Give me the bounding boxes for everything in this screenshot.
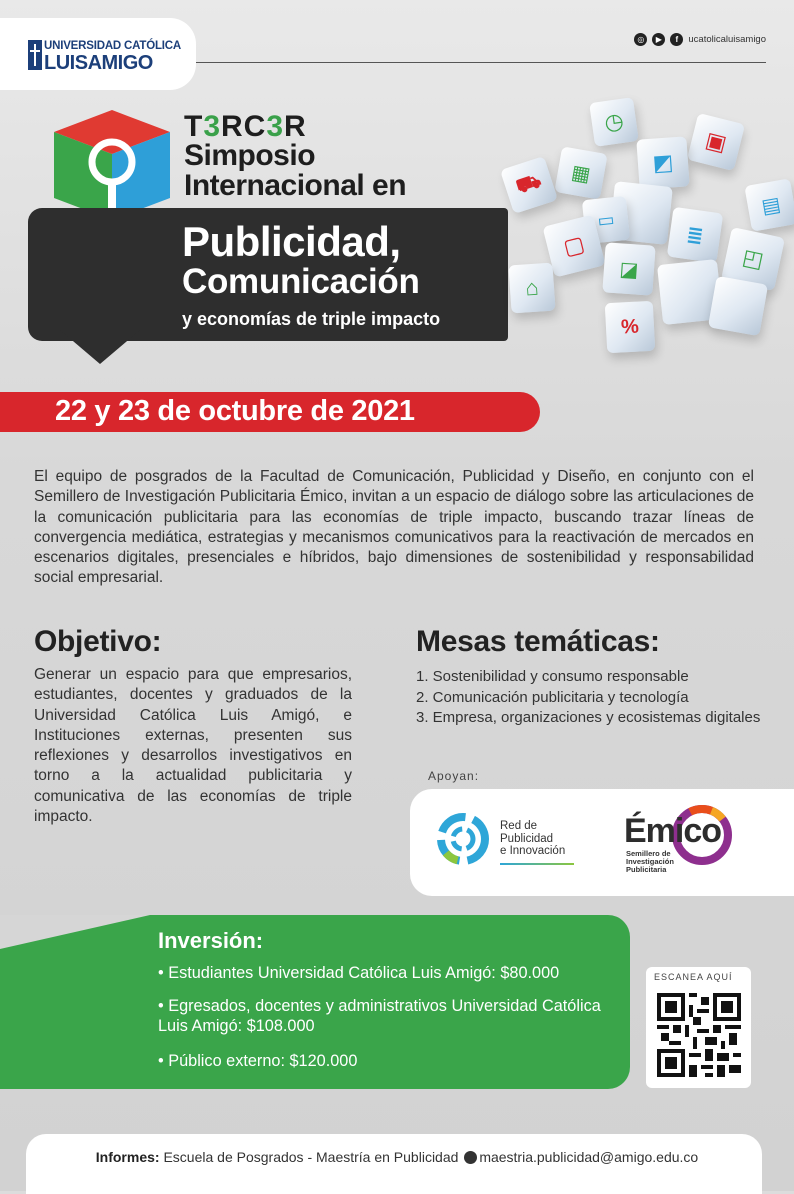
cube-cart-icon: ⛟ [500,156,558,214]
mesas-heading: Mesas temáticas: [416,625,660,658]
cube-briefcase-icon: ▤ [744,178,794,231]
red-publicidad-name[interactable]: Red de Publicidad e Innovación [500,820,566,857]
cube-chart-icon: ▦ [554,146,607,199]
objetivo-text: Generar un espacio para que empresarios, estudiantes, docentes y graduados de la Universidad Católica Luis Amigó, e Instituciones externas, presenten sus reflexiones y desarrollos investigativos en torno a la actualidad publicitaria y comunicativa de las economías de triple impacto. [34,666,352,826]
cube-blank-3 [708,276,768,336]
red-underline [500,863,574,865]
qr-code-icon[interactable] [657,993,741,1077]
university-name-top: UNIVERSIDAD CATÓLICA [44,40,181,52]
cube-growth-icon: ◪ [602,242,655,295]
cube-wallet-icon: ◰ [721,227,785,291]
university-name-luis: LUIS [44,52,88,74]
university-name-bottom[interactable] [44,52,153,75]
cube-laptop-icon: ◩ [636,136,689,189]
cube-calendar-icon: ▣ [687,113,745,171]
footer-info [0,1149,794,1165]
list-item: 1. Sostenibilidad y consumo responsable [416,668,689,685]
footer-email[interactable]: maestria.publicidad@amigo.edu.co [479,1149,699,1165]
university-crest-icon [28,40,42,70]
emico-subtitle: Semillero de Investigación Publicitaria [626,849,674,874]
event-date: 22 y 23 de octubre de 2021 [55,395,415,427]
apoyan-label: Apoyan: [428,769,480,783]
cube-percent-icon: % [605,301,656,353]
inversion-item: • Público externo: $120.000 [158,1052,358,1070]
mesas-list [416,667,776,729]
title-comunicacion: Comunicación [182,262,420,301]
cube-home-icon: ⌂ [508,263,555,314]
symposium-cube-logo [50,106,174,224]
inversion-item: • Egresados, docentes y administrativos Universidad Católica Luis Amigó: $108.000 [158,997,601,1035]
objetivo-heading: Objetivo: [34,625,162,658]
inversion-notch [0,915,150,949]
youtube-icon[interactable]: ▶ [652,33,665,46]
inversion-item: • Estudiantes Universidad Católica Luis Amigó: $80.000 [158,964,560,982]
qr-label: ESCANEA AQUÍ [654,972,733,982]
cube-monitor-icon: ▢ [542,214,605,277]
cube-clock-icon: ◷ [589,97,639,147]
banner-notch [60,330,140,364]
title-internacional: Internacional en [184,169,407,202]
list-item: 2. Comunicación publicitaria y tecnología [416,688,689,706]
instagram-icon[interactable]: ◎ [634,33,647,46]
footer-text: Escuela de Posgrados - Maestría en Publicidad [159,1149,463,1165]
inversion-heading: Inversión: [158,928,264,953]
cube-document-icon: ≣ [667,207,723,263]
facebook-icon[interactable]: f [670,33,683,46]
title-simposio: Simposio [184,139,316,172]
title-tercer: T3RC3R [184,110,307,143]
email-icon [464,1151,477,1164]
header-divider [196,62,766,63]
university-name-amigo: AMIGO [87,52,153,74]
social-links [634,33,766,46]
intro-paragraph: El equipo de posgrados de la Facultad de Comunicación, Publicidad y Diseño, en conjunto con el Semillero de Investigación Publicitaria Émico, invitan a un espacio de diálogo sobre las articulaciones de la comunicación publicitaria para las economías de triple impacto, buscando trazar líneas de convergencia mediática, estrategias y mecanismos comunicativos para la reactivación de mercados en escenarios digitales, presenciales e híbridos, bajo dimensiones de sostenibilidad y responsabilidad social empresarial. [34,468,754,587]
cube-screen-icon: ▭ [582,196,630,244]
social-handle[interactable]: ucatolicaluisamigo [688,34,766,45]
emico-logo-text[interactable]: Émico [624,812,722,850]
title-publicidad: Publicidad, [182,218,401,265]
list-item: 3. Empresa, organizaciones y ecosistemas digitales [416,709,761,726]
footer-label: Informes: [95,1149,160,1165]
title-subtitle: y economías de triple impacto [182,309,441,329]
red-publicidad-logo-icon [432,808,494,870]
